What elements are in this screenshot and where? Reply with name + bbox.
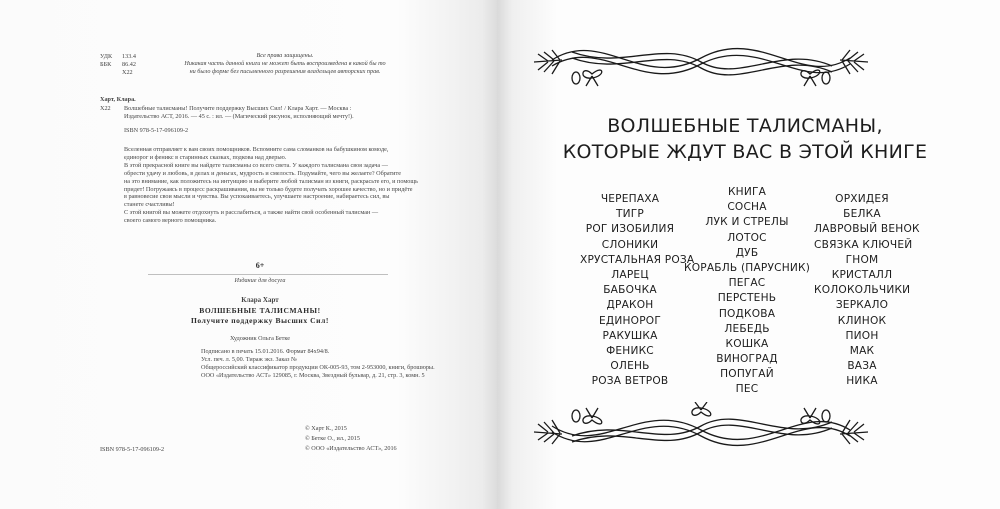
annotation-line: своего самого верного помощника. [124, 217, 217, 225]
talisman-column-1 [580, 192, 695, 389]
talisman-item: КНИГА [727, 186, 767, 198]
talisman-item: КРИСТАЛЛ [831, 268, 893, 281]
talisman-item: ДУБ [735, 246, 759, 259]
print-line: Усл. печ. л. 5,00. Тираж экз. Заказ № [201, 356, 297, 363]
talisman-item: МАК [849, 344, 875, 357]
talisman-item: ДРАКОН [606, 299, 654, 312]
book-subtitle: Получите поддержку Высших Сил! [190, 316, 329, 325]
copyright-line: © ООО «Издательство АСТ», 2016 [305, 445, 397, 452]
age-rating: 6+ [255, 261, 265, 270]
annotation-line: единорог и феникс в старинных сказках, подкова над дверью. [124, 153, 287, 161]
ribbon-garland-bottom [532, 402, 870, 464]
talisman-item: ФЕНИКС [606, 344, 654, 357]
talisman-item: СВЯЗКА КЛЮЧЕЙ [814, 238, 913, 251]
talisman-item: СОСНА [727, 201, 767, 214]
talisman-item: ЛЕБЕДЬ [724, 322, 770, 335]
copyright-line: © Харт К., 2015 [305, 425, 347, 432]
ribbon-garland-top [532, 30, 870, 92]
talisman-item: РОГ ИЗОБИЛИЯ [585, 223, 675, 236]
annotation-line: в равновесие свои мысли и чувства. Вы успокаиваетесь, улучшаете настроение, набираетесь сил, вы [124, 193, 390, 201]
annotation-line: станете счастливы! [124, 201, 175, 209]
talisman-item: БЕЛКА [843, 208, 881, 221]
talisman-item: ЗЕРКАЛО [835, 299, 889, 312]
annotation-line: С этой книгой вы можете отдохнуть и расслабиться, а также найти свой особенный талисман — [124, 209, 379, 217]
contents-heading [520, 113, 970, 165]
annotation-line: обрести удачу и любовь, в делах и деньгах, мудрость и смелость. Подумайте, чего вы желаете? Обратите [124, 169, 401, 177]
annotation-line: придет! Погружаясь в процесс раскрашивания, вы не только будете получать хорошее качество, но и придёте [124, 185, 413, 193]
copyright-line: © Бетке О., ил., 2015 [305, 435, 360, 442]
talisman-item: ПЕРСТЕНЬ [717, 292, 777, 305]
code-author-mark: Х22 [122, 69, 133, 76]
talisman-item: ЕДИНОРОГ [599, 314, 661, 327]
talisman-column-2 [684, 185, 810, 398]
talisman-item: ВАЗА [847, 360, 877, 373]
print-line: Подписано в печать 15.01.2016. Формат 84х94/8. [201, 348, 330, 355]
catalog-author: Харт, Клара. [100, 96, 136, 103]
talisman-item: ВИНОГРАД [716, 353, 778, 366]
print-details [201, 348, 491, 380]
talisman-item: ЧЕРЕПАХА [600, 193, 660, 205]
talisman-item: КОРАБЛЬ (ПАРУСНИК) [684, 261, 811, 274]
classification-codes [100, 53, 136, 77]
catalog-line: Издательство АСТ, 2016. — 45 с. : ил. — (Магический рисунок, исполняющий мечту!). [124, 113, 354, 120]
talisman-item: ЛОТОС [727, 231, 767, 244]
talisman-item: БАБОЧКА [603, 284, 657, 297]
code-udk: УДК 133.4 [100, 53, 136, 60]
divider [148, 274, 388, 275]
book-title: ВОЛШЕБНЫЕ ТАЛИСМАНЫ! [199, 306, 321, 315]
talisman-item: ОЛЕНЬ [610, 360, 650, 373]
talisman-item: ПЕГАС [728, 277, 766, 290]
annotation-line: Вселенная отправляет к вам своих помощников. Вспомните сама сломанков на бабушкином комоде, [124, 146, 389, 153]
rights-line: Все права защищены. [256, 52, 314, 59]
catalog-description [124, 105, 424, 121]
talisman-item: ЛУК И СТРЕЛЫ [705, 216, 789, 229]
annotation [124, 146, 424, 225]
heading-line-1: ВОЛШЕБНЫЕ ТАЛИСМАНЫ, [607, 115, 883, 137]
bottom-isbn: ISBN 978-5-17-096109-2 [100, 446, 165, 453]
heading-line-2: КОТОРЫЕ ЖДУТ ВАС В ЭТОЙ КНИГЕ [562, 141, 928, 163]
annotation-line: на это внимание, как положитесь на интуицию и выберите любой талисман из книги, раскрасьте его, и помощь [124, 177, 418, 185]
talisman-item: ЛАВРОВЫЙ ВЕНОК [814, 223, 920, 236]
catalog-code: Х22 [100, 105, 111, 112]
talisman-item: ХРУСТАЛЬНАЯ РОЗА [580, 253, 695, 266]
talisman-item: ПОПУГАЙ [720, 368, 774, 381]
catalog-isbn: ISBN 978-5-17-096109-2 [124, 127, 189, 134]
talisman-item: НИКА [846, 375, 878, 388]
author-name: Клара Харт [241, 296, 279, 304]
talisman-item: ЛАРЕЦ [611, 268, 649, 281]
catalog-line: Волшебные талисманы! Получите поддержку Высших Сил! / Клара Харт. — Москва : [124, 105, 352, 112]
talisman-item: КЛИНОК [837, 314, 887, 327]
talisman-column-3 [814, 192, 920, 389]
talisman-item: КОШКА [725, 337, 769, 350]
illustrator: Художник Ольга Бетке [230, 335, 290, 342]
age-note: Издание для досуга [234, 277, 286, 284]
rights-notice [160, 52, 410, 76]
talisman-item: ОРХИДЕЯ [835, 193, 889, 205]
talisman-item: ПЕС [735, 383, 759, 396]
talisman-item: КОЛОКОЛЬЧИКИ [814, 284, 911, 297]
talisman-item: РОЗА ВЕТРОВ [591, 375, 669, 388]
talisman-item: СЛОНИКИ [601, 238, 659, 251]
print-line: Общероссийский классификатор продукции ОК-005-93, том 2-953000, книги, брошюры. [201, 364, 435, 371]
copyright-block [305, 425, 475, 455]
talisman-item: ПИОН [845, 329, 879, 342]
code-bbk: ББК 86.42 [100, 61, 136, 68]
talisman-item: РАКУШКА [602, 329, 658, 342]
print-line: ООО «Издательство АСТ» 129085, г. Москва, Звездный бульвар, д. 21, стр. 3, комн. 5 [201, 372, 425, 379]
talisman-item: ТИГР [615, 208, 645, 221]
rights-line: ни было форме без письменного разрешения владельцев авторских прав. [189, 68, 381, 75]
annotation-line: В этой прекрасной книге вы найдете талисманы со всего света. У каждого талисмана своя задача — [124, 161, 388, 169]
talisman-item: ПОДКОВА [718, 307, 776, 320]
talisman-item: ГНОМ [845, 253, 879, 266]
rights-line: Никакая часть данной книги не может быть воспроизведена в какой бы то [184, 60, 386, 67]
